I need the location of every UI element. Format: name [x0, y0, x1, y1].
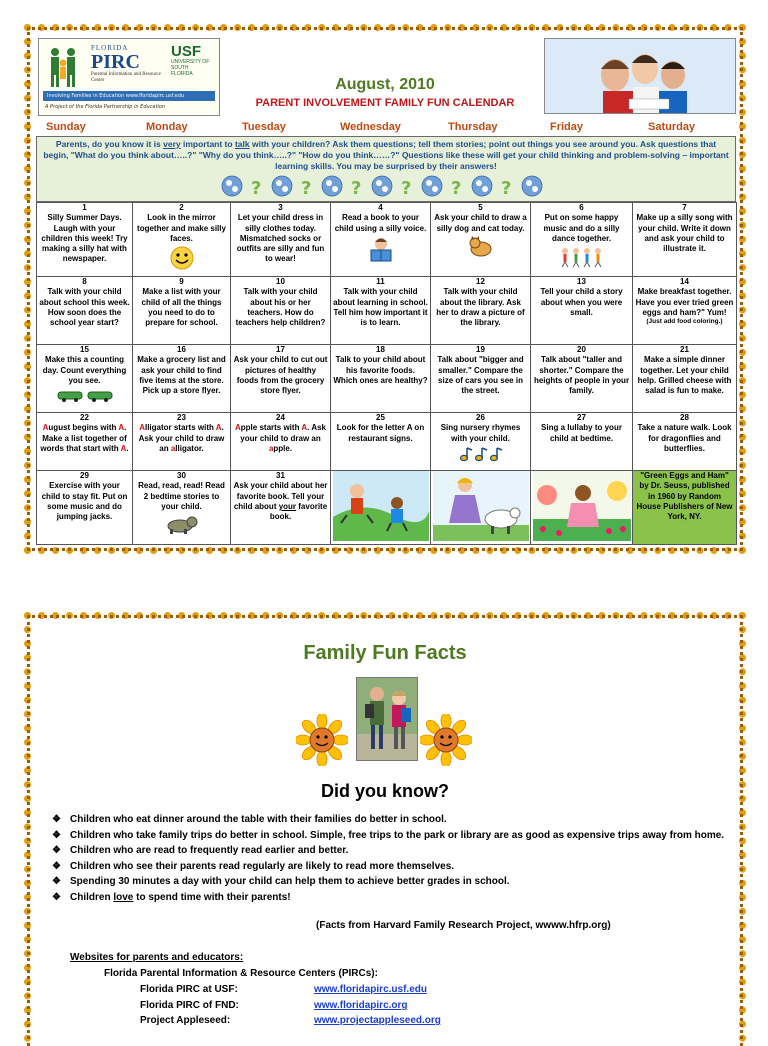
fact-text: Children who eat dinner around the table with their families do better in school. — [70, 814, 447, 825]
day-activity: Let your child dress in silly clothes today. Mismatched socks or outfits are silly and fun to wear! — [236, 213, 325, 264]
day-activity: Put on some happy music and do a silly dance together. — [543, 213, 620, 243]
day-number: 19 — [476, 345, 485, 354]
day-number: 18 — [376, 345, 385, 354]
calendar-grid — [36, 202, 737, 545]
day-activity: Ask your child about her favorite book. Tell your child about — [233, 481, 328, 511]
logo-project-line: A Project of the Florida Partnership in Education — [45, 104, 166, 110]
website-link[interactable]: www.projectappleseed.org — [314, 1015, 441, 1026]
calendar-day-25 — [331, 413, 431, 471]
day-activity: Talk about "bigger and smaller." Compare the size of cars you see in the street. — [437, 355, 524, 396]
calendar-day-9 — [133, 277, 231, 345]
day-activity: Ask your child to cut out pictures of healthy foods from the grocery store flyer. — [233, 355, 328, 396]
calendar-day-28 — [633, 413, 737, 471]
day-activity: Look for the letter A on restaurant signs. — [336, 423, 425, 443]
usf-wordmark — [171, 45, 211, 77]
calendar-week-4 — [37, 413, 737, 471]
day-activity: pple. — [273, 443, 293, 453]
day-activity: Read a book to your child using a silly voice. — [334, 213, 427, 233]
day-number: 27 — [577, 413, 586, 422]
bullet-icon: ❖ — [52, 876, 61, 887]
calendar-day-22 — [37, 413, 133, 471]
dog-icon — [164, 514, 200, 534]
logo-pirc-sub: Parental Information and Resource Center — [91, 72, 161, 83]
day-number: 26 — [476, 413, 485, 422]
day-number: 3 — [278, 203, 283, 212]
svg-text:?: ? — [501, 178, 512, 199]
calendar-day-19 — [431, 345, 531, 413]
kids-walking-image — [357, 678, 417, 760]
bullet-icon: ❖ — [52, 814, 61, 825]
bullet-icon: ❖ — [52, 845, 61, 856]
website-link[interactable]: www.floridapirc.usf.edu — [314, 984, 427, 995]
kids-walking-photo — [356, 677, 418, 761]
day-number: 29 — [80, 471, 89, 480]
day-number: 1 — [82, 203, 87, 212]
day-number: 23 — [177, 413, 186, 422]
calendar-day-2 — [133, 203, 231, 277]
day-activity: ugust begins with — [48, 423, 119, 433]
day-activity: Talk to your child about his favorite foods. Which ones are healthy? — [333, 355, 428, 385]
day-number: 31 — [276, 471, 285, 480]
day-activity: Make this a counting day. Count everything you see. — [42, 355, 127, 385]
fact-item — [50, 843, 730, 859]
day-activity: Make a grocery list and ask your child to find five items at the store. Pick up a store flyer. — [137, 355, 226, 396]
fact-text: Spending 30 minutes a day with your child can help them to achieve better grades in school. — [70, 876, 510, 887]
calendar-day-4 — [331, 203, 431, 277]
calendar-week-3 — [37, 345, 737, 413]
children-playing-illustration — [333, 471, 429, 541]
calendar-week-1 — [37, 203, 737, 277]
day-number: 24 — [276, 413, 285, 422]
calendar-day-5 — [431, 203, 531, 277]
day-activity: lligator. — [175, 443, 204, 453]
sunflower-icon — [296, 714, 348, 766]
children-reading-photo — [544, 38, 736, 114]
day-number: 11 — [376, 277, 385, 286]
letter-a: A — [215, 423, 222, 433]
day-number: 20 — [577, 345, 586, 354]
calendar-day-1 — [37, 203, 133, 277]
website-name: Florida PIRC of FND: — [140, 1000, 239, 1011]
day-activity: Make a simple dinner together. Let your child help. Grilled cheese with salad is fun to make. — [637, 355, 732, 396]
calendar-day-31 — [231, 471, 331, 545]
green-eggs-ham-note — [633, 471, 737, 545]
weekday-monday: Monday — [146, 121, 188, 133]
book-citation: "Green Eggs and Ham" by Dr. Seuss, published in 1960 by Random House Publishers of New York, NY. — [636, 471, 733, 522]
calendar-day-14 — [633, 277, 737, 345]
weekday-thursday: Thursday — [448, 121, 498, 133]
bullet-icon: ❖ — [52, 891, 61, 903]
weekday-header — [36, 121, 736, 135]
calendar-week-2 — [37, 277, 737, 345]
reading-child-icon — [367, 236, 395, 262]
calendar-title: PARENT INVOLVEMENT FAMILY FUN CALENDAR — [255, 97, 515, 109]
letter-a: A — [235, 423, 241, 433]
day-activity-underline: your — [278, 501, 297, 511]
children-reading-image — [545, 39, 736, 114]
day-activity: Silly Summer Days. Laugh with your children this week! Try making a silly hat with newspaper. — [41, 213, 128, 264]
intro-text-3: with your children? Ask them questions; tell them stories; point out things you see around you. Ask questions that begin, "What do you think about…..?" "Why do you think…..?" "How do you think……?" Questions like these will get your child thinking and problem-solving – important learning skills. You may be surprised by their answers! — [43, 139, 729, 171]
day-activity: Sing nursery rhymes with your child. — [440, 423, 521, 443]
calendar-day-27 — [531, 413, 633, 471]
intro-talk: talk — [234, 139, 250, 149]
calendar-day-17 — [231, 345, 331, 413]
fact-text: Children who take family trips do better in school. Simple, free trips to the park or library are as good as expensive trips away from home. — [70, 829, 725, 841]
calendar-day-21 — [633, 345, 737, 413]
day-activity: Talk with your child about school this week. How soon does the school year start? — [39, 287, 130, 328]
logo-strip: Involving Families in Education www.floridapirc.usf.edu — [43, 91, 215, 101]
intro-text-1: Parents, do you know it is — [55, 139, 164, 149]
day-number: 6 — [579, 203, 584, 212]
day-number: 5 — [478, 203, 483, 212]
logo-usf: USF — [171, 43, 201, 60]
calendar-empty-cell — [431, 471, 531, 545]
child-in-garden-illustration — [533, 471, 631, 541]
calendar-day-15 — [37, 345, 133, 413]
sunflower-icon — [420, 714, 472, 766]
fact-item — [50, 874, 730, 890]
calendar-day-20 — [531, 345, 633, 413]
calendar-day-8 — [37, 277, 133, 345]
day-number: 14 — [680, 277, 689, 286]
calendar-day-12 — [431, 277, 531, 345]
day-activity: Tell your child a story about when you were small. — [540, 287, 623, 317]
pirc-wordmark — [91, 44, 161, 84]
day-number: 8 — [82, 277, 87, 286]
day-number: 21 — [680, 345, 689, 354]
day-number: 30 — [177, 471, 186, 480]
day-activity: Talk with your child about learning in school. Tell him how important it is to learn. — [333, 287, 428, 328]
day-activity: Ask your child to draw a silly dog and cat today. — [434, 213, 527, 233]
calendar-day-11 — [331, 277, 431, 345]
weekday-saturday: Saturday — [648, 121, 696, 133]
intro-text-2: important to — [180, 139, 235, 149]
day-activity: Look in the mirror together and make silly faces. — [137, 213, 226, 243]
calendar-day-23 — [133, 413, 231, 471]
cat-icon — [468, 236, 494, 258]
day-number: 7 — [682, 203, 687, 212]
day-activity: pple starts with — [240, 423, 302, 433]
calendar-day-16 — [133, 345, 231, 413]
day-number: 9 — [179, 277, 184, 286]
did-you-know-heading: Did you know? — [321, 781, 449, 801]
day-number: 10 — [276, 277, 285, 286]
fact-item — [50, 812, 730, 828]
calendar-empty-cell — [331, 471, 431, 545]
website-name: Project Appleseed: — [140, 1015, 231, 1026]
day-number: 17 — [276, 345, 285, 354]
smiley-face-icon — [170, 246, 194, 270]
weekday-tuesday: Tuesday — [242, 121, 286, 133]
fact-item — [50, 828, 730, 844]
day-activity: Take a nature walk. Look for dragonflies and butterflies. — [637, 423, 732, 453]
day-number: 16 — [177, 345, 186, 354]
day-number: 15 — [80, 345, 89, 354]
fact-text: Children — [70, 891, 114, 903]
intro-very: very — [163, 139, 181, 149]
letter-a: A — [118, 423, 125, 433]
calendar-week-5 — [37, 471, 737, 545]
day-number: 13 — [577, 277, 586, 286]
logo-pirc: PIRC — [91, 51, 140, 73]
day-activity: . Ask your child to draw an — [240, 423, 326, 443]
letter-a: A — [120, 443, 127, 453]
girl-with-lamb-illustration — [433, 471, 529, 541]
letter-a: a — [170, 443, 176, 453]
day-number: 28 — [680, 413, 689, 422]
weekday-friday: Friday — [550, 121, 584, 133]
day-number: 2 — [179, 203, 184, 212]
logo-usf-sub: UNIVERSITY OF SOUTH FLORIDA — [171, 59, 210, 77]
calendar-day-26 — [431, 413, 531, 471]
family-logo-icon — [45, 45, 81, 89]
calendar-day-30 — [133, 471, 231, 545]
weekday-wednesday: Wednesday — [340, 121, 401, 133]
letter-a: A — [301, 423, 308, 433]
dancing-kids-icon — [559, 246, 605, 268]
calendar-day-18 — [331, 345, 431, 413]
calendar-day-3 — [231, 203, 331, 277]
fact-text-underline: love — [113, 891, 134, 903]
calendar-empty-cell — [531, 471, 633, 545]
fact-text: to spend time with their parents! — [133, 891, 291, 903]
day-activity: . — [126, 443, 129, 453]
letter-a: A — [42, 423, 49, 433]
day-activity: Exercise with your child to stay fit. Put on some music and do jumping jacks. — [41, 481, 128, 522]
day-activity: Make up a silly song with your child. Write it down and ask your child to illustrate it. — [636, 213, 733, 254]
day-activity: Read, read, read! Read 2 bedtime stories to your child. — [138, 481, 225, 511]
calendar-day-13 — [531, 277, 633, 345]
day-activity: . Ask your child to draw an — [138, 423, 225, 453]
calendar-day-10 — [231, 277, 331, 345]
svg-text:?: ? — [451, 178, 462, 199]
day-activity: Make a list with your child of all the things you need to do to prepare for school. — [141, 287, 222, 328]
day-number: 4 — [378, 203, 383, 212]
svg-text:?: ? — [351, 178, 362, 199]
day-activity: Talk with your child about the library. Ask her to draw a picture of the library. — [436, 287, 525, 328]
svg-text:?: ? — [401, 178, 412, 199]
fact-text: Children who are read to frequently read earlier and better. — [70, 845, 349, 856]
fact-text: Children who see their parents read regularly are likely to read more themselves. — [70, 860, 455, 872]
day-number: 22 — [80, 413, 89, 422]
day-activity: lligator starts with — [144, 423, 216, 433]
calendar-day-29 — [37, 471, 133, 545]
letter-a: A — [139, 423, 145, 433]
day-activity: . Make a list together of words that start with — [40, 423, 127, 453]
pirc-usf-logo — [38, 38, 220, 116]
bullet-icon: ❖ — [52, 860, 61, 872]
logo-florida: FLORIDA — [91, 44, 129, 52]
day-activity: Talk with your child about his or her teachers. How do teachers help children? — [235, 287, 326, 328]
family-fun-facts-title: Family Fun Facts — [303, 642, 467, 664]
day-note: (Just add food coloring.) — [646, 318, 723, 326]
svg-text:?: ? — [301, 178, 312, 199]
website-name: Florida PIRC at USF: — [140, 984, 238, 995]
music-notes-icon — [458, 446, 504, 462]
facts-list — [50, 812, 730, 905]
day-activity: Make breakfast together. Have you ever tried green eggs and ham?" Yum! — [635, 287, 734, 317]
fact-item — [50, 859, 730, 875]
day-number: 12 — [476, 277, 485, 286]
day-activity: Talk about "taller and shorter." Compare the heights of people in your family. — [533, 355, 630, 396]
day-activity: favorite book. — [269, 501, 328, 522]
calendar-day-6 — [531, 203, 633, 277]
calendar-month-title: August, 2010 — [335, 76, 435, 93]
websites-subheading: Florida Parental Information & Resource Centers (PIRCs): — [104, 968, 378, 979]
calendar-day-7 — [633, 203, 737, 277]
question-icon-row — [220, 172, 550, 200]
day-activity: Sing a lullaby to your child at bedtime. — [541, 423, 622, 443]
website-link[interactable]: www.floridapirc.org — [314, 1000, 408, 1011]
bullet-icon: ❖ — [52, 829, 61, 841]
svg-text:?: ? — [251, 178, 262, 199]
weekday-sunday: Sunday — [46, 121, 86, 133]
fact-item — [50, 890, 730, 906]
letter-a: a — [268, 443, 274, 453]
calendar-day-24 — [231, 413, 331, 471]
websites-heading: Websites for parents and educators: — [70, 952, 244, 963]
cars-icon — [56, 388, 114, 402]
facts-source: (Facts from Harvard Family Research Project, wwww.hfrp.org) — [316, 920, 611, 931]
question-mark-icons — [220, 172, 550, 200]
day-number: 25 — [376, 413, 385, 422]
